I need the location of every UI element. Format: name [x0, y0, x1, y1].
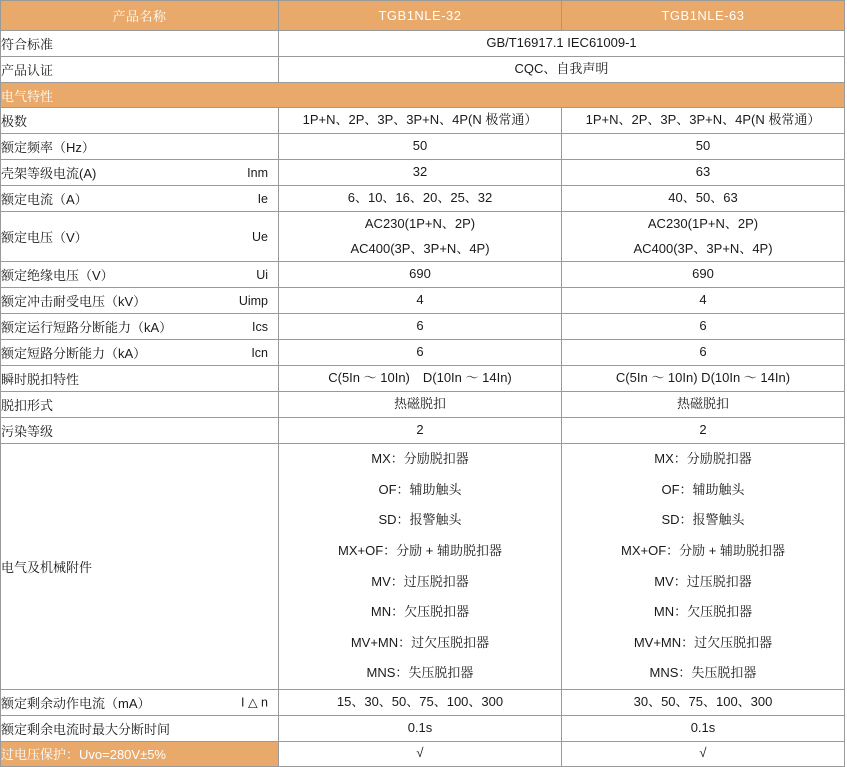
accessory-item: MNS：失压脱扣器	[366, 665, 474, 681]
section-header-row	[1, 83, 845, 108]
overvoltage-row	[1, 741, 845, 766]
table-row	[1, 262, 845, 288]
row-label	[1, 418, 279, 444]
table-row	[1, 108, 845, 134]
row-label-text: 过电压保护：Uvo=280V±5%	[1, 747, 166, 763]
row-label: 符合标准	[1, 31, 279, 57]
accessory-item: MNS：失压脱扣器	[649, 665, 757, 681]
row-value-1: √	[279, 741, 562, 766]
row-label	[1, 366, 279, 392]
accessory-item: MX+OF：分励 + 辅助脱扣器	[338, 543, 502, 559]
table-header-row	[1, 1, 845, 31]
row-value-1: 32	[279, 160, 562, 186]
row-label	[1, 134, 279, 160]
row-value-1	[279, 212, 562, 262]
row-label-text: 脱扣形式	[1, 398, 54, 414]
row-label-text: 壳架等级电流(A)	[1, 166, 97, 181]
accessories-list-1	[279, 444, 562, 689]
row-label: 产品认证	[1, 57, 279, 83]
row-value-2: 50	[562, 134, 845, 160]
row-symbol: Inm	[247, 165, 268, 180]
row-value-1: 2	[279, 418, 562, 444]
row-label-text: 额定绝缘电压（V）	[1, 268, 114, 284]
row-label	[1, 262, 279, 288]
table-row	[1, 366, 845, 392]
row-label-text: 电气及机械附件	[1, 560, 93, 576]
accessory-item: MV+MN：过欠压脱扣器	[350, 634, 490, 650]
row-label-text: 额定运行短路分断能力（kA）	[1, 320, 173, 336]
accessory-item: OF：辅助触头	[661, 481, 745, 497]
row-label-text: 额定电流（A）	[1, 192, 88, 207]
row-symbol: Ui	[256, 267, 268, 282]
row-value-1: 6	[279, 314, 562, 340]
row-symbol: Ie	[257, 191, 268, 206]
header-product-name: 产品名称	[1, 1, 279, 31]
row-value-2: 690	[562, 262, 845, 288]
row-label-text: 污染等级	[1, 424, 54, 440]
table-row	[1, 31, 845, 57]
table-row	[1, 392, 845, 418]
accessory-item: SD：报警触头	[378, 512, 462, 528]
row-label-text: 额定短路分断能力（kA）	[1, 346, 147, 362]
row-value-1: 50	[279, 134, 562, 160]
row-label	[1, 741, 279, 766]
table-row	[1, 689, 845, 715]
row-label	[1, 715, 279, 741]
row-value-2: 30、50、75、100、300	[562, 689, 845, 715]
row-label-text: 瞬时脱扣特性	[1, 372, 80, 388]
table-row	[1, 314, 845, 340]
row-value-1: 6	[279, 340, 562, 366]
row-value-2: 63	[562, 160, 845, 186]
table-row	[1, 186, 845, 212]
row-symbol: Icn	[251, 345, 268, 360]
row-value-2: 1P+N、2P、3P、3P+N、4P(N 极常通）	[562, 108, 845, 134]
table-row	[1, 715, 845, 741]
row-value-1: 15、30、50、75、100、300	[279, 689, 562, 715]
accessory-item: MN：欠压脱扣器	[370, 604, 470, 620]
voltage-line-1: AC230(1P+N、2P)	[647, 216, 759, 231]
table-row	[1, 418, 845, 444]
row-value-2: 40、50、63	[562, 186, 845, 212]
accessory-item: MX：分励脱扣器	[371, 451, 469, 467]
table-row	[1, 134, 845, 160]
table-row	[1, 288, 845, 314]
row-value-1: C(5In ～ 10In) D(10In ～ 14In)	[279, 366, 562, 392]
row-value-1: 热磁脱扣	[279, 392, 562, 418]
row-value-2: 4	[562, 288, 845, 314]
row-value-2: 2	[562, 418, 845, 444]
accessories-list-2	[562, 444, 845, 689]
row-value-1: 690	[279, 262, 562, 288]
accessory-item: MV：过压脱扣器	[654, 573, 752, 589]
row-symbol: Ue	[252, 229, 268, 244]
accessory-item: MX+OF：分励 + 辅助脱扣器	[621, 543, 785, 559]
table-row	[1, 340, 845, 366]
row-symbol: Uimp	[238, 293, 268, 308]
row-symbol: Ics	[252, 319, 268, 334]
row-value-2: 6	[562, 340, 845, 366]
header-model-1: TGB1NLE-32	[279, 1, 562, 31]
row-label	[1, 340, 279, 366]
row-label-text: 额定冲击耐受电压（kV）	[1, 294, 147, 310]
accessory-item: MN：欠压脱扣器	[653, 604, 753, 620]
row-label	[1, 288, 279, 314]
row-value-1: 6、10、16、20、25、32	[279, 186, 562, 212]
row-value-merged: GB/T16917.1 IEC61009-1	[279, 31, 845, 57]
row-label	[1, 186, 279, 212]
accessories-row	[1, 444, 845, 689]
row-value-2: 热磁脱扣	[562, 392, 845, 418]
row-label	[1, 108, 279, 134]
row-label	[1, 314, 279, 340]
row-value-1: 0.1s	[279, 715, 562, 741]
row-value-2	[562, 212, 845, 262]
row-value-2: C(5In ～ 10In) D(10In ～ 14In)	[562, 366, 845, 392]
row-symbol: I △ n	[241, 695, 268, 710]
row-label-text: 额定剩余电流时最大分断时间	[1, 721, 171, 737]
row-label	[1, 444, 279, 689]
accessory-item: MX：分励脱扣器	[654, 451, 752, 467]
row-label-text: 额定频率（Hz）	[1, 140, 95, 155]
row-label	[1, 689, 279, 715]
row-value-1: 1P+N、2P、3P、3P+N、4P(N 极常通）	[279, 108, 562, 134]
accessory-item: MV+MN：过欠压脱扣器	[633, 634, 773, 650]
row-label	[1, 212, 279, 262]
row-value-2: 0.1s	[562, 715, 845, 741]
header-model-2: TGB1NLE-63	[562, 1, 845, 31]
row-label	[1, 160, 279, 186]
row-label-text: 额定电压（V）	[1, 230, 88, 246]
row-value-2: √	[562, 741, 845, 766]
row-value-1: 4	[279, 288, 562, 314]
table-row	[1, 57, 845, 83]
row-value-2: 6	[562, 314, 845, 340]
voltage-line-2: AC400(3P、3P+N、4P)	[633, 240, 773, 256]
row-label-text: 额定剩余动作电流（mA）	[1, 695, 151, 711]
voltage-line-1: AC230(1P+N、2P)	[364, 216, 476, 231]
table-row	[1, 212, 845, 262]
accessory-item: MV：过压脱扣器	[371, 573, 469, 589]
voltage-line-2: AC400(3P、3P+N、4P)	[350, 240, 490, 256]
row-label-text: 极数	[1, 114, 28, 129]
accessory-item: SD：报警触头	[661, 512, 745, 528]
table-row	[1, 160, 845, 186]
row-value-merged: CQC、自我声明	[279, 57, 845, 83]
row-label	[1, 392, 279, 418]
accessory-item: OF：辅助触头	[378, 481, 462, 497]
section-title: 电气特性	[1, 83, 845, 108]
